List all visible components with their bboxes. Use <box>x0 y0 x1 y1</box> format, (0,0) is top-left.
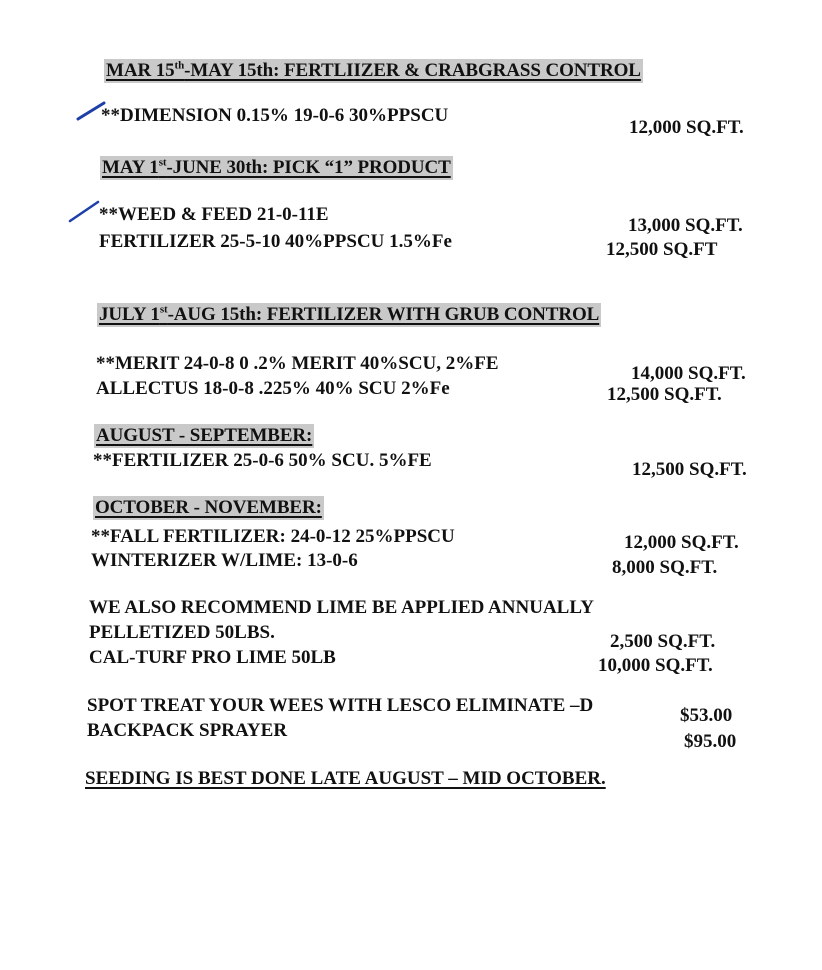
product-cal-turf-lime: CAL-TURF PRO LIME 50LB <box>89 647 336 668</box>
coverage-weed-feed: 13,000 SQ.FT. <box>628 215 743 236</box>
product-fertilizer-25-5-10: FERTILIZER 25-5-10 40%PPSCU 1.5%Fe <box>99 231 452 252</box>
product-eliminate-d: SPOT TREAT YOUR WEES WITH LESCO ELIMINATE –D <box>87 695 594 716</box>
product-weed-feed: **WEED & FEED 21-0-11E <box>99 204 329 225</box>
coverage-allectus: 12,500 SQ.FT. <box>607 384 722 405</box>
coverage-fertilizer-25-5-10: 12,500 SQ.FT <box>606 239 718 260</box>
product-dimension: **DIMENSION 0.15% 19-0-6 30%PPSCU <box>101 105 449 126</box>
product-pelletized-lime: PELLETIZED 50LBS. <box>89 622 275 643</box>
coverage-winterizer: 8,000 SQ.FT. <box>612 557 718 578</box>
section-header-may-june: MAY 1st-JUNE 30th: PICK “1” PRODUCT <box>102 156 451 178</box>
product-winterizer: WINTERIZER W/LIME: 13-0-6 <box>91 550 358 571</box>
coverage-fall-fertilizer: 12,000 SQ.FT. <box>624 532 739 553</box>
product-fertilizer-25-0-6: **FERTILIZER 25-0-6 50% SCU. 5%FE <box>93 450 432 471</box>
product-fall-fertilizer: **FALL FERTILIZER: 24-0-12 25%PPSCU <box>91 526 455 547</box>
price-backpack-sprayer: $95.00 <box>684 731 737 752</box>
section-header-aug-sep: AUGUST - SEPTEMBER: <box>96 425 313 446</box>
product-backpack-sprayer: BACKPACK SPRAYER <box>87 720 288 741</box>
coverage-dimension: 12,000 SQ.FT. <box>629 117 744 138</box>
product-allectus: ALLECTUS 18-0-8 .225% 40% SCU 2%Fe <box>96 378 450 399</box>
coverage-cal-turf-lime: 10,000 SQ.FT. <box>598 655 713 676</box>
lime-recommendation: WE ALSO RECOMMEND LIME BE APPLIED ANNUALLY <box>89 597 594 618</box>
coverage-pelletized-lime: 2,500 SQ.FT. <box>610 631 716 652</box>
price-eliminate-d: $53.00 <box>680 705 733 726</box>
pen-checkmark-icon <box>68 198 100 224</box>
section-header-oct-nov: OCTOBER - NOVEMBER: <box>95 497 322 518</box>
coverage-merit: 14,000 SQ.FT. <box>631 363 746 384</box>
seeding-note: SEEDING IS BEST DONE LATE AUGUST – MID OCTOBER. <box>85 768 606 789</box>
section-header-mar-may: MAR 15th-MAY 15th: FERTLIIZER & CRABGRASS CONTROL <box>106 59 641 81</box>
product-merit: **MERIT 24-0-8 0 .2% MERIT 40%SCU, 2%FE <box>96 353 499 374</box>
coverage-fertilizer-25-0-6: 12,500 SQ.FT. <box>632 459 747 480</box>
section-header-july-aug: JULY 1st-AUG 15th: FERTILIZER WITH GRUB CONTROL <box>99 303 600 325</box>
